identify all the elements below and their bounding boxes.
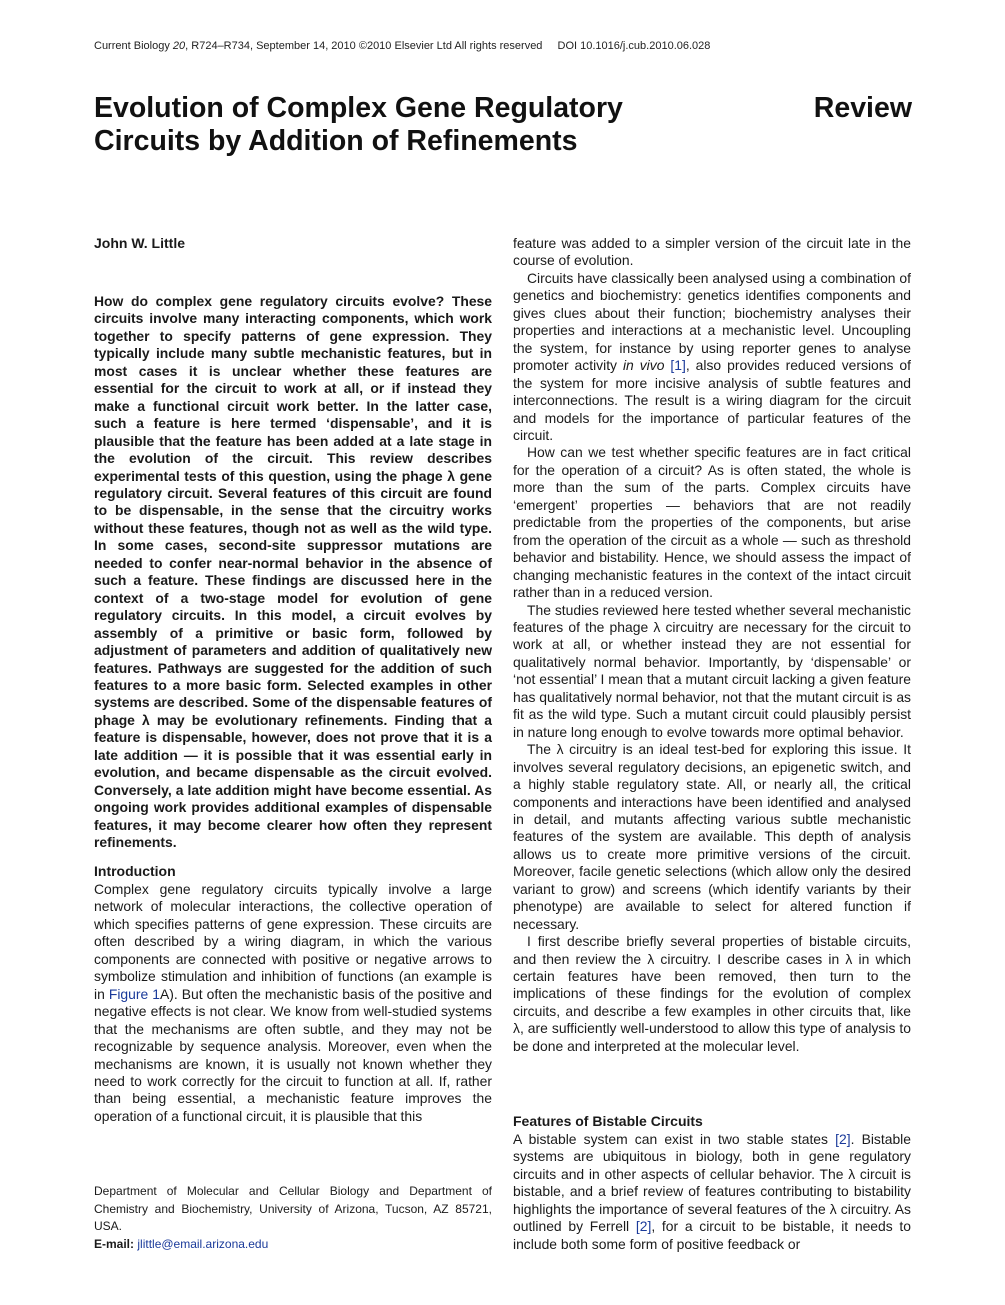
paragraph-bistable: A bistable system can exist in two stable states [2]. Bistable systems are ubiquitous in biology, both in gene regulatory circuits and in other aspects of cellular behavior. The λ circuit is bistable, and a brief review of features contributing to bistability highlights the importance of several features of the λ circuitry. As outlined by Ferrell [2], for a circuit to be bistable, it needs to include both some form of positive feedback or (513, 1131, 912, 1252)
intro-paragraph: Complex gene regulatory circuits typically involve a large network of molecular interactions, the collective operation of which specifies patterns of gene expression. These circuits are often described by a wiring diagram, in which the various components are connected with positive or negative arrows to symbolize stimulation and inhibition of functions (an example is in Figure 1A). But often the mechanistic basis of the positive and negative effects is not clear. We know from well-studied systems that the mechanisms are often subtle, and they may not be recognizable by sequence analysis. Moreover, even when the mechanisms are known, it is usually not known whether they need to work correctly for the circuit to function at all. If, rather than being essential, a mechanistic feature improves the operation of a functional circuit, it is plausible that this (94, 881, 492, 1124)
abstract: How do complex gene regulatory circuits evolve? These circuits involve many interacting components, which work together to specify patterns of gene expression. They typically include many subtle mechanistic features, but in most cases it is unclear whether these features are essential for the circuit to work at all, or if instead they make a functional circuit work better. In the latter case, such a feature is here termed ‘dispensable’, and it is plausible that the feature has been added at a late stage in the evolution of the circuit. This review describes experimental tests of this question, using the phage λ gene regulatory circuit. Several features of this circuit are found to be dispensable, in the sense that the circuitry works without these features, though not as well as the wild type. In some cases, second-site suppressor mutations are needed to confer near-normal behavior in the absence of such a feature. These findings are discussed here in the context of a two-stage model for evolution of gene regulatory circuits. In this model, a circuit evolves by assembly of a primitive or basic form, followed by adjustment of parameters and addition of qualitatively new features. Pathways are suggested for the addition of such features to a more basic form. Selected examples in other systems are described. Some of the dispensable features of phage λ may be evolutionary refinements. Finding that a feature is dispensable, however, does not prove that it is a late addition — it is possible that it was essential early in evolution, and became dispensable as the circuit evolved. Conversely, a late addition might have become essential. As ongoing work provides additional examples of dispensable features, it may become clearer how often they represent refinements. (94, 293, 492, 851)
paragraph-studies: The studies reviewed here tested whether several mechanistic features of the phage λ circuitry are necessary for the circuit to work at all, or whether instead they are not essential for qualitatively normal behavior. Importantly, by ‘dispensable’ or ‘not essential’ I mean that a mutant circuit lacking a given feature has qualitatively normal behavior, not that the mutant circuit is as fit as the wild type. Such a mutant circuit could plausibly persist in nature long enough to evolve towards more optimal behavior. (513, 601, 911, 740)
article-title: Evolution of Complex Gene Regulatory Circuits by Addition of Refinements (94, 92, 623, 157)
journal-citation-line: Current Biology 20, R724–R734, September 14, 2010 ©2010 Elsevier Ltd All rights reserved DOI 10.1016/j.cub.2010.06.028 (94, 40, 711, 52)
journal-pages-date: R724–R734, September 14, 2010 (191, 40, 356, 52)
paragraph-lambda-testbed: The λ circuitry is an ideal test-bed for exploring this issue. It involves several regulatory decisions, an epigenetic switch, and a highly stable regulatory state. All, or nearly all, the critical components and interactions have been identified and analysed in detail, and mutants affecting various subtle mechanistic features of the system are available. This depth of analysis allows us to create more primitive versions of the circuit. Moreover, facile genetic selections (which allow only the desired variant to grow) and screens (which identify variants by their phenotype) are available to select for altered function if necessary. (513, 741, 911, 932)
ref-2-link-second[interactable]: [2] (635, 1218, 652, 1235)
journal-volume: 20 (172, 40, 186, 52)
copyright: ©2010 Elsevier Ltd All rights reserved (358, 40, 543, 52)
intro-heading: Introduction (94, 863, 176, 879)
email-line: E-mail: jlittle@email.arizona.edu (94, 1236, 269, 1251)
right-column-bottom (513, 1131, 911, 1253)
paragraph-continuation: feature was added to a simpler version of the circuit late in the course of evolution. (513, 235, 911, 269)
features-heading: Features of Bistable Circuits (513, 1113, 703, 1129)
ref-1-link[interactable]: [1] (670, 357, 686, 374)
paragraph-outline: I first describe briefly several properties of bistable circuits, and then review the λ circuitry. I describe cases in λ in which certain features have been removed, then turn to the implications of these findings for the evolution of complex circuits, and describe a few examples in other circuits that, like λ, are sufficiently well-understood to allow this type of analysis to be done and interpreted at the molecular level. (513, 933, 911, 1054)
article-type-label: Review (813, 92, 912, 124)
affiliation (94, 1183, 492, 1253)
paragraph-test-features: How can we test whether specific features are in fact critical for the operation of a circuit? As is often stated, the whole is more than the sum of the parts. Complex circuits have ‘emergent’ properties — behaviors that are not readily predictable from the properties of the components, but arise from the operation of the circuit as a whole — such as threshold behavior and bistability. Hence, we should assess the impact of changing mechanistic features in the context of the intact circuit rather than in a reduced version. (513, 444, 911, 601)
right-column-top (513, 235, 911, 1055)
ref-2-link[interactable]: [2] (835, 1131, 851, 1147)
email-link[interactable]: jlittle@email.arizona.edu (137, 1236, 269, 1251)
author-name: John W. Little (94, 235, 185, 251)
journal-name: Current Biology (94, 40, 170, 52)
figure-1-link[interactable]: Figure 1 (108, 985, 160, 1002)
doi: DOI 10.1016/j.cub.2010.06.028 (557, 40, 711, 52)
paragraph-analysis: Circuits have classically been analysed using a combination of genetics and biochemistry: genetics identifies components and gives clues about their function; biochemistry analyses their properties and interactions at a mechanistic level. Uncoupling the system, for instance by using reporter genes to analyse promoter activity in vivo [1], also provides reduced versions of the system for more incisive analysis of subtle features and interconnections. The result is a wiring diagram for the circuit and models for the importance of particular features of the circuit. (513, 269, 912, 443)
affiliation-text: Department of Molecular and Cellular Biology and Department of Chemistry and Biochemistry, University of Arizona, Tucson, AZ 85721, USA. (94, 1184, 492, 1233)
